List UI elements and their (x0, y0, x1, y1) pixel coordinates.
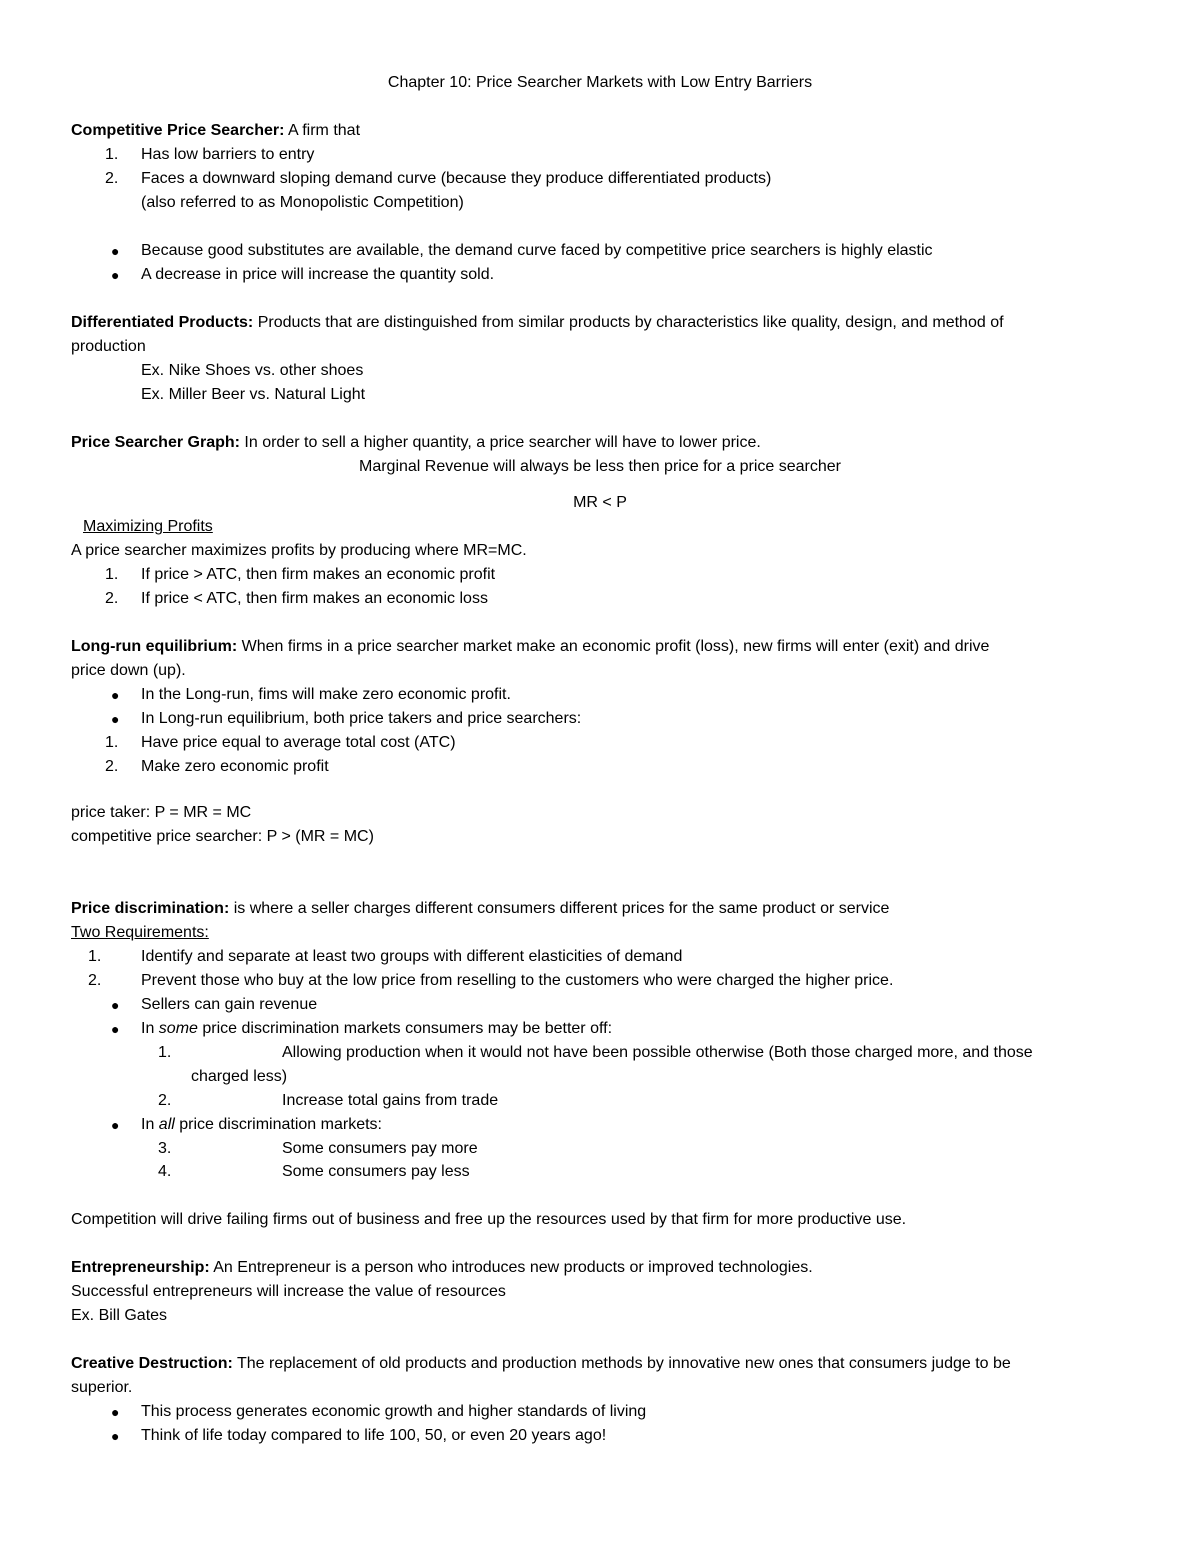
bullet-icon: ● (111, 1117, 120, 1133)
list-number: 2. (105, 758, 119, 775)
list-item: If price < ATC, then firm makes an economic loss (141, 590, 488, 607)
sub-list-item: Some consumers pay less (282, 1163, 470, 1180)
example: Ex. Bill Gates (71, 1307, 168, 1324)
term: Long-run equilibrium: (71, 638, 238, 655)
bullet-item: This process generates economic growth and higher standards of living (141, 1403, 647, 1420)
definition-continuation: superior. (71, 1379, 133, 1396)
price-searcher-graph-heading (71, 431, 761, 455)
subheading: Maximizing Profits (83, 518, 213, 535)
definition: An Entrepreneur is a person who introduces new products or improved technologies. (209, 1259, 813, 1276)
bullet-icon: ● (111, 1428, 120, 1444)
text: price discrimination markets: (174, 1116, 382, 1133)
list-number: 1. (88, 948, 102, 965)
bullet-icon: ● (111, 711, 120, 727)
list-number: 1. (105, 146, 119, 163)
term: Creative Destruction: (71, 1355, 233, 1372)
creative-destruction-heading (71, 1352, 1011, 1376)
price-discrimination-heading (71, 897, 889, 921)
centered-statement: Marginal Revenue will always be less then price for a price searcher (359, 458, 841, 475)
differentiated-products-heading (71, 311, 1004, 335)
text: price discrimination markets consumers may be better off: (197, 1020, 613, 1037)
subheading: Two Requirements: (71, 924, 209, 941)
bullet-icon: ● (111, 687, 120, 703)
sub-list-item: Allowing production when it would not have been possible otherwise (Both those charged more, and those (282, 1044, 1033, 1061)
text: In (141, 1020, 159, 1037)
list-item: Prevent those who buy at the low price from reselling to the customers who were charged the higher price. (141, 972, 894, 989)
bullet-item: Because good substitutes are available, the demand curve faced by competitive price searchers is highly elastic (141, 242, 933, 259)
sub-list-item: Some consumers pay more (282, 1140, 478, 1157)
definition: When firms in a price searcher market make an economic profit (loss), new firms will enter (exit) and drive (237, 638, 990, 655)
bullet-item: Sellers can gain revenue (141, 996, 318, 1013)
term: Price Searcher Graph: (71, 434, 240, 451)
bullet-icon: ● (111, 243, 120, 259)
statement: Successful entrepreneurs will increase the value of resources (71, 1283, 506, 1300)
entrepreneurship-heading (71, 1256, 813, 1280)
bullet-item: Think of life today compared to life 100, 50, or even 20 years ago! (141, 1427, 607, 1444)
emphasis: all (158, 1116, 175, 1133)
term: Price discrimination: (71, 900, 230, 917)
list-item: If price > ATC, then firm makes an economic profit (141, 566, 496, 583)
formula: price taker: P = MR = MC (71, 804, 252, 821)
list-number: 2. (88, 972, 102, 989)
long-run-equilibrium-heading (71, 635, 989, 659)
emphasis: some (158, 1020, 198, 1037)
example: Ex. Miller Beer vs. Natural Light (141, 386, 366, 403)
list-number: 2. (105, 590, 119, 607)
sub-list-number: 2. (158, 1092, 172, 1109)
definition-continuation: production (71, 338, 146, 355)
list-item: Identify and separate at least two groups with different elasticities of demand (141, 948, 683, 965)
definition: is where a seller charges different consumers different prices for the same product or service (229, 900, 890, 917)
sub-list-continuation: charged less) (191, 1068, 288, 1085)
list-item-continuation: (also referred to as Monopolistic Competition) (141, 194, 464, 211)
text: In (141, 1116, 159, 1133)
list-number: 2. (105, 170, 119, 187)
formula: MR < P (573, 494, 627, 511)
bullet-item: A decrease in price will increase the quantity sold. (141, 266, 495, 283)
bullet-icon: ● (111, 1021, 120, 1037)
list-number: 1. (105, 734, 119, 751)
bullet-icon: ● (111, 1404, 120, 1420)
bullet-item: In the Long-run, fims will make zero economic profit. (141, 686, 511, 703)
sub-list-number: 1. (158, 1044, 172, 1061)
bullet-icon: ● (111, 997, 120, 1013)
definition: A firm that (284, 122, 361, 139)
example: Ex. Nike Shoes vs. other shoes (141, 362, 364, 379)
bullet-item (141, 1017, 612, 1041)
sub-list-number: 3. (158, 1140, 172, 1157)
definition: Products that are distinguished from similar products by characteristics like quality, design, and method of (253, 314, 1004, 331)
term: Competitive Price Searcher: (71, 122, 285, 139)
term: Entrepreneurship: (71, 1259, 210, 1276)
statement: Competition will drive failing firms out of business and free up the resources used by that firm for more productive use. (71, 1211, 907, 1228)
term: Differentiated Products: (71, 314, 254, 331)
page-title: Chapter 10: Price Searcher Markets with Low Entry Barriers (387, 74, 813, 91)
bullet-item (141, 1113, 382, 1137)
definition: The replacement of old products and production methods by innovative new ones that consumers judge to be (232, 1355, 1011, 1372)
competitive-price-searcher-heading (71, 119, 360, 143)
bullet-item: In Long-run equilibrium, both price takers and price searchers: (141, 710, 582, 727)
list-item: Have price equal to average total cost (ATC) (141, 734, 456, 751)
statement: A price searcher maximizes profits by producing where MR=MC. (71, 542, 527, 559)
list-item: Has low barriers to entry (141, 146, 315, 163)
formula: competitive price searcher: P > (MR = MC) (71, 828, 374, 845)
sub-list-item: Increase total gains from trade (282, 1092, 499, 1109)
list-item: Faces a downward sloping demand curve (because they produce differentiated products) (141, 170, 772, 187)
bullet-icon: ● (111, 267, 120, 283)
definition: In order to sell a higher quantity, a price searcher will have to lower price. (239, 434, 761, 451)
definition-continuation: price down (up). (71, 662, 186, 679)
list-item: Make zero economic profit (141, 758, 329, 775)
list-number: 1. (105, 566, 119, 583)
sub-list-number: 4. (158, 1163, 172, 1180)
